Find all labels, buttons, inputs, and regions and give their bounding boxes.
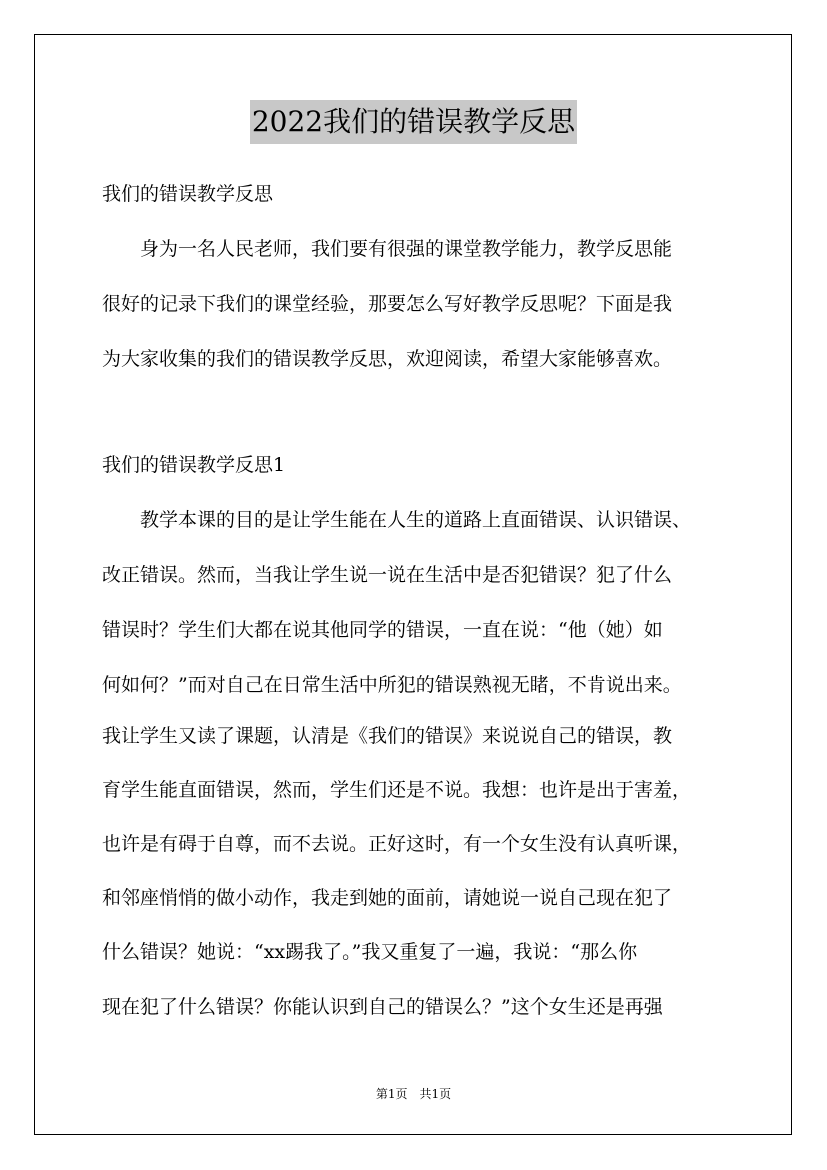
paragraph-line: 教学本课的目的是让学生能在人生的道路上直面错误、认识错误、 — [102, 509, 692, 531]
section-heading-intro: 我们的错误教学反思 — [102, 183, 274, 205]
document-title: 2022我们的错误教学反思 — [250, 100, 577, 144]
page-footer: 第1页 共1页 — [375, 1087, 452, 1101]
paragraph-line: 也许是有碍于自尊，而不去说。正好这时，有一个女生没有认真听课， — [102, 833, 692, 855]
paragraph-line: 很好的记录下我们的课堂经验，那要怎么写好教学反思呢？下面是我 — [102, 293, 673, 315]
paragraph-line: 为大家收集的我们的错误教学反思，欢迎阅读，希望大家能够喜欢。 — [102, 348, 673, 370]
paragraph-line: 错误时？学生们大都在说其他同学的错误，一直在说：“他（她）如 — [102, 619, 663, 641]
paragraph-line: 和邻座悄悄的做小动作，我走到她的面前，请她说一说自己现在犯了 — [102, 887, 673, 909]
paragraph-line: 身为一名人民老师，我们要有很强的课堂教学能力，教学反思能 — [102, 238, 673, 260]
paragraph-line: 育学生能直面错误，然而，学生们还是不说。我想：也许是出于害羞， — [102, 779, 692, 801]
paragraph-line: 什么错误？她说：“xx踢我了。”我又重复了一遍，我说：“那么你 — [102, 941, 638, 963]
title-container — [0, 100, 827, 144]
paragraph-line: 何如何？”而对自己在日常生活中所犯的错误熟视无睹，不肯说出来。 — [102, 674, 682, 696]
section-heading-1: 我们的错误教学反思1 — [102, 454, 286, 476]
paragraph-line: 我让学生又读了课题，认清是《我们的错误》来说说自己的错误，教 — [102, 725, 673, 747]
paragraph-line: 改正错误。然而，当我让学生说一说在生活中是否犯错误？犯了什么 — [102, 564, 673, 586]
paragraph-line: 现在犯了什么错误？你能认识到自己的错误么？”这个女生还是再强 — [102, 996, 663, 1018]
